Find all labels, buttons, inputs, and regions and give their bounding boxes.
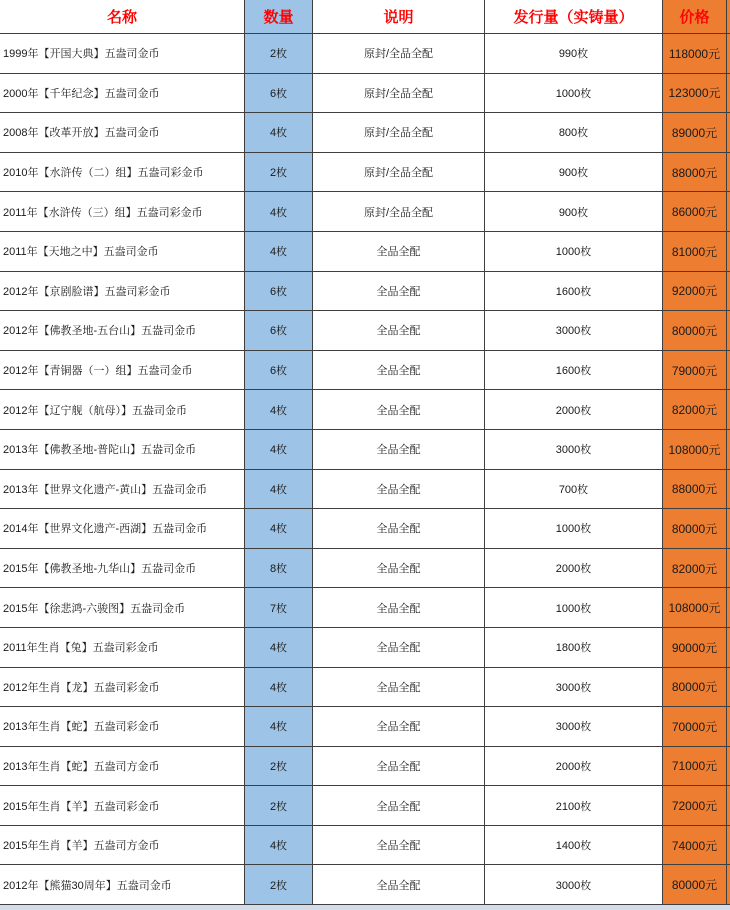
mintage-cell[interactable]: 900枚 xyxy=(485,192,663,232)
mintage-cell[interactable]: 3000枚 xyxy=(485,668,663,708)
mintage-cell[interactable]: 2000枚 xyxy=(485,747,663,787)
description-cell[interactable]: 原封/全品全配 xyxy=(313,113,485,153)
price-cell[interactable]: 82000元 xyxy=(663,390,727,430)
description-cell[interactable]: 全品全配 xyxy=(313,430,485,470)
name-cell[interactable]: 2012年【辽宁舰（航母）】五盎司金币 xyxy=(0,390,245,430)
quantity-cell[interactable]: 4枚 xyxy=(245,826,313,866)
mintage-cell[interactable]: 1000枚 xyxy=(485,232,663,272)
description-cell[interactable]: 全品全配 xyxy=(313,232,485,272)
description-cell[interactable]: 全品全配 xyxy=(313,390,485,430)
name-cell[interactable]: 2008年【改革开放】五盎司金币 xyxy=(0,113,245,153)
quantity-cell[interactable]: 4枚 xyxy=(245,470,313,510)
table-row xyxy=(0,34,730,74)
table-header-row xyxy=(0,0,730,34)
name-cell[interactable]: 1999年【开国大典】五盎司金币 xyxy=(0,34,245,74)
mintage-cell[interactable]: 2000枚 xyxy=(485,549,663,589)
mintage-cell[interactable]: 1000枚 xyxy=(485,509,663,549)
price-cell[interactable]: 90000元 xyxy=(663,628,727,668)
header-cell-quantity[interactable]: 数量 xyxy=(245,0,313,34)
mintage-cell[interactable]: 3000枚 xyxy=(485,865,663,905)
price-cell[interactable]: 80000元 xyxy=(663,668,727,708)
description-cell[interactable]: 原封/全品全配 xyxy=(313,192,485,232)
name-cell[interactable]: 2013年生肖【蛇】五盎司方金币 xyxy=(0,747,245,787)
description-cell[interactable]: 全品全配 xyxy=(313,311,485,351)
table-row xyxy=(0,865,730,905)
price-cell[interactable]: 88000元 xyxy=(663,470,727,510)
quantity-cell[interactable]: 2枚 xyxy=(245,34,313,74)
description-cell[interactable]: 原封/全品全配 xyxy=(313,34,485,74)
table-row xyxy=(0,430,730,470)
mintage-cell[interactable]: 900枚 xyxy=(485,153,663,193)
name-cell[interactable]: 2011年【水浒传（三）组】五盎司彩金币 xyxy=(0,192,245,232)
mintage-cell[interactable]: 990枚 xyxy=(485,34,663,74)
name-cell[interactable]: 2013年【世界文化遗产-黄山】五盎司金币 xyxy=(0,470,245,510)
description-cell[interactable]: 全品全配 xyxy=(313,272,485,312)
quantity-cell[interactable]: 4枚 xyxy=(245,192,313,232)
table-row xyxy=(0,826,730,866)
description-cell[interactable]: 原封/全品全配 xyxy=(313,153,485,193)
price-cell[interactable]: 71000元 xyxy=(663,747,727,787)
description-cell[interactable]: 原封/全品全配 xyxy=(313,74,485,114)
description-cell[interactable]: 全品全配 xyxy=(313,549,485,589)
quantity-cell[interactable]: 4枚 xyxy=(245,390,313,430)
price-cell[interactable]: 80000元 xyxy=(663,311,727,351)
table-row xyxy=(0,588,730,628)
name-cell[interactable]: 2013年【佛教圣地-普陀山】五盎司金币 xyxy=(0,430,245,470)
name-cell[interactable]: 2011年生肖【兔】五盎司彩金币 xyxy=(0,628,245,668)
description-cell[interactable]: 全品全配 xyxy=(313,865,485,905)
table-row xyxy=(0,786,730,826)
header-cell-name[interactable]: 名称 xyxy=(0,0,245,34)
price-cell[interactable]: 80000元 xyxy=(663,509,727,549)
table-row xyxy=(0,153,730,193)
price-cell[interactable]: 108000元 xyxy=(663,430,727,470)
description-cell[interactable]: 全品全配 xyxy=(313,786,485,826)
quantity-cell[interactable]: 6枚 xyxy=(245,351,313,391)
table-row xyxy=(0,113,730,153)
quantity-cell[interactable]: 4枚 xyxy=(245,707,313,747)
price-cell[interactable]: 80000元 xyxy=(663,865,727,905)
quantity-cell[interactable]: 4枚 xyxy=(245,232,313,272)
table-row xyxy=(0,311,730,351)
name-cell[interactable]: 2015年生肖【羊】五盎司方金币 xyxy=(0,826,245,866)
description-cell[interactable]: 全品全配 xyxy=(313,509,485,549)
mintage-cell[interactable]: 700枚 xyxy=(485,470,663,510)
description-cell[interactable]: 全品全配 xyxy=(313,588,485,628)
price-cell[interactable]: 82000元 xyxy=(663,549,727,589)
quantity-cell[interactable]: 2枚 xyxy=(245,786,313,826)
table-row xyxy=(0,668,730,708)
quantity-cell[interactable]: 6枚 xyxy=(245,311,313,351)
quantity-cell[interactable]: 8枚 xyxy=(245,549,313,589)
quantity-cell[interactable]: 6枚 xyxy=(245,272,313,312)
table-row xyxy=(0,232,730,272)
mintage-cell[interactable]: 1400枚 xyxy=(485,826,663,866)
name-cell[interactable]: 2015年生肖【羊】五盎司彩金币 xyxy=(0,786,245,826)
description-cell[interactable]: 全品全配 xyxy=(313,747,485,787)
price-cell[interactable]: 118000元 xyxy=(663,34,727,74)
name-cell[interactable]: 2012年生肖【龙】五盎司彩金币 xyxy=(0,668,245,708)
quantity-cell[interactable]: 2枚 xyxy=(245,865,313,905)
mintage-cell[interactable]: 1000枚 xyxy=(485,588,663,628)
mintage-cell[interactable]: 1600枚 xyxy=(485,272,663,312)
mintage-cell[interactable]: 800枚 xyxy=(485,113,663,153)
description-cell[interactable]: 全品全配 xyxy=(313,470,485,510)
table-row xyxy=(0,390,730,430)
description-cell[interactable]: 全品全配 xyxy=(313,707,485,747)
name-cell[interactable]: 2013年生肖【蛇】五盎司彩金币 xyxy=(0,707,245,747)
price-cell[interactable]: 72000元 xyxy=(663,786,727,826)
price-cell[interactable]: 108000元 xyxy=(663,588,727,628)
table-row xyxy=(0,628,730,668)
price-cell[interactable]: 79000元 xyxy=(663,351,727,391)
quantity-cell[interactable]: 4枚 xyxy=(245,430,313,470)
header-cell-price[interactable]: 价格 xyxy=(663,0,727,34)
name-cell[interactable]: 2012年【青铜器（一）组】五盎司金币 xyxy=(0,351,245,391)
name-cell[interactable]: 2014年【世界文化遗产-西湖】五盎司金币 xyxy=(0,509,245,549)
table-row xyxy=(0,192,730,232)
description-cell[interactable]: 全品全配 xyxy=(313,628,485,668)
price-cell[interactable]: 86000元 xyxy=(663,192,727,232)
quantity-cell[interactable]: 6枚 xyxy=(245,74,313,114)
quantity-cell[interactable]: 7枚 xyxy=(245,588,313,628)
name-cell[interactable]: 2012年【佛教圣地-五台山】五盎司金币 xyxy=(0,311,245,351)
table-body xyxy=(0,34,730,905)
price-cell[interactable]: 74000元 xyxy=(663,826,727,866)
table-row xyxy=(0,74,730,114)
quantity-cell[interactable]: 2枚 xyxy=(245,747,313,787)
name-cell[interactable]: 2010年【水浒传（二）组】五盎司彩金币 xyxy=(0,153,245,193)
price-cell[interactable]: 88000元 xyxy=(663,153,727,193)
quantity-cell[interactable]: 4枚 xyxy=(245,628,313,668)
table-row xyxy=(0,470,730,510)
price-cell[interactable]: 89000元 xyxy=(663,113,727,153)
price-cell[interactable]: 70000元 xyxy=(663,707,727,747)
quantity-cell[interactable]: 2枚 xyxy=(245,153,313,193)
bottom-strip xyxy=(0,905,730,910)
table-row xyxy=(0,747,730,787)
mintage-cell[interactable]: 3000枚 xyxy=(485,311,663,351)
description-cell[interactable]: 全品全配 xyxy=(313,826,485,866)
name-cell[interactable]: 2012年【京剧脸谱】五盎司彩金币 xyxy=(0,272,245,312)
name-cell[interactable]: 2015年【佛教圣地-九华山】五盎司金币 xyxy=(0,549,245,589)
mintage-cell[interactable]: 2000枚 xyxy=(485,390,663,430)
mintage-cell[interactable]: 3000枚 xyxy=(485,707,663,747)
mintage-cell[interactable]: 1000枚 xyxy=(485,74,663,114)
quantity-cell[interactable]: 4枚 xyxy=(245,509,313,549)
name-cell[interactable]: 2015年【徐悲鸿-六骏图】五盎司金币 xyxy=(0,588,245,628)
mintage-cell[interactable]: 1800枚 xyxy=(485,628,663,668)
price-cell[interactable]: 92000元 xyxy=(663,272,727,312)
mintage-cell[interactable]: 1600枚 xyxy=(485,351,663,391)
name-cell[interactable]: 2012年【熊猫30周年】五盎司金币 xyxy=(0,865,245,905)
quantity-cell[interactable]: 4枚 xyxy=(245,113,313,153)
price-cell[interactable]: 123000元 xyxy=(663,74,727,114)
description-cell[interactable]: 全品全配 xyxy=(313,351,485,391)
quantity-cell[interactable]: 4枚 xyxy=(245,668,313,708)
table-row xyxy=(0,351,730,391)
mintage-cell[interactable]: 2100枚 xyxy=(485,786,663,826)
mintage-cell[interactable]: 3000枚 xyxy=(485,430,663,470)
table-row xyxy=(0,272,730,312)
header-cell-description[interactable]: 说明 xyxy=(313,0,485,34)
name-cell[interactable]: 2011年【天地之中】五盎司金币 xyxy=(0,232,245,272)
name-cell[interactable]: 2000年【千年纪念】五盎司金币 xyxy=(0,74,245,114)
price-cell[interactable]: 81000元 xyxy=(663,232,727,272)
header-cell-mintage[interactable]: 发行量（实铸量） xyxy=(485,0,663,34)
table-row xyxy=(0,549,730,589)
description-cell[interactable]: 全品全配 xyxy=(313,668,485,708)
table-row xyxy=(0,509,730,549)
table-row xyxy=(0,707,730,747)
